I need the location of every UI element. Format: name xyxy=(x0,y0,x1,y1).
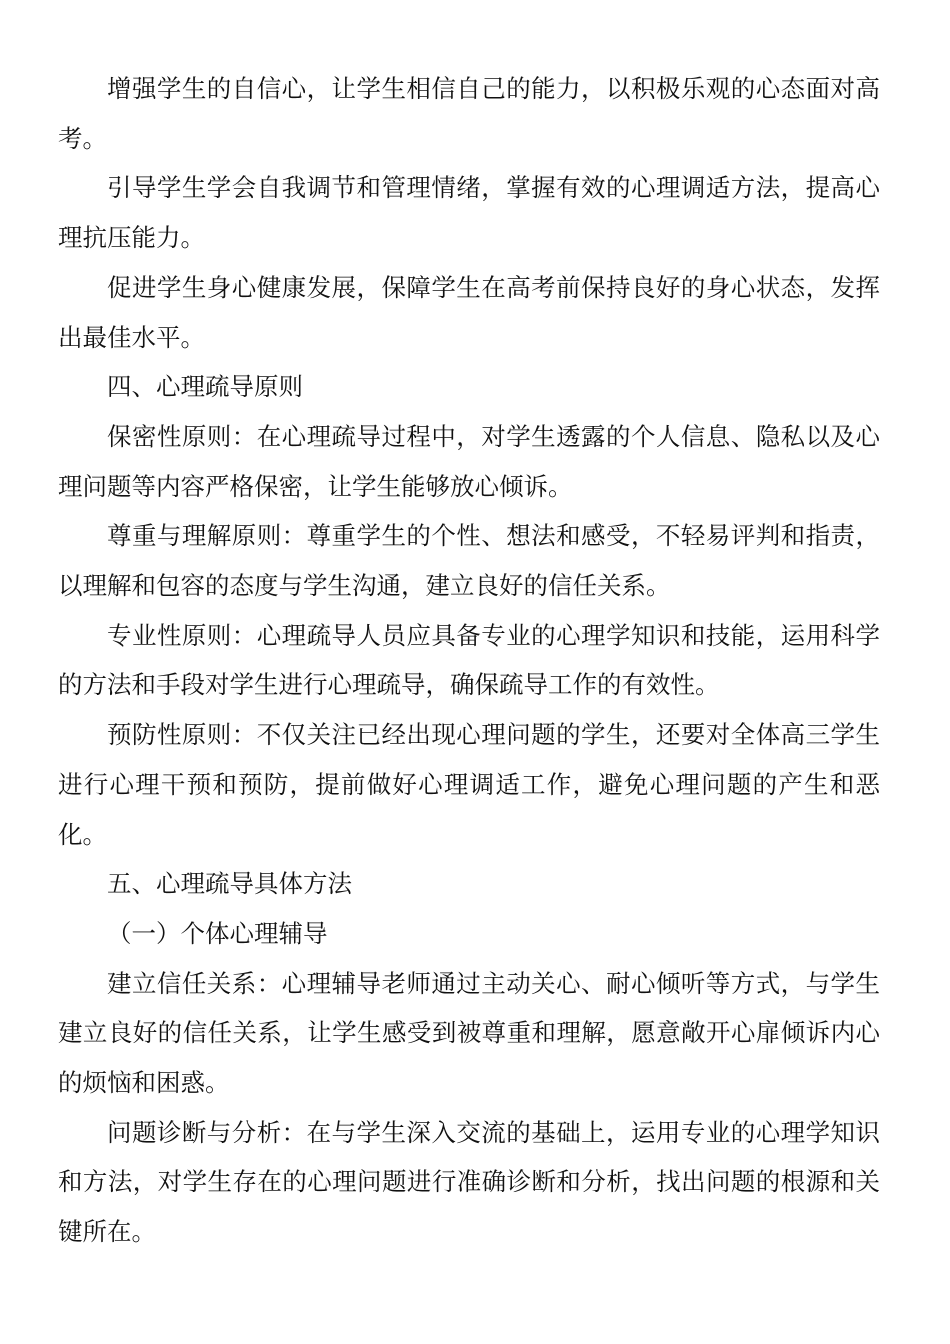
paragraph-confidentiality: 保密性原则：在心理疏导过程中，对学生透露的个人信息、隐私以及心理问题等内容严格保密，让学生能够放心倾诉。 xyxy=(58,421,880,501)
subsection-heading-individual: （一）个体心理辅导 xyxy=(107,918,328,948)
paragraph-build-trust: 建立信任关系：心理辅导老师通过主动关心、耐心倾听等方式，与学生建立良好的信任关系，让学生感受到被尊重和理解，愿意敞开心扉倾诉内心的烦恼和困惑。 xyxy=(58,968,880,1098)
paragraph-health-development: 促进学生身心健康发展，保障学生在高考前保持良好的身心状态，发挥出最佳水平。 xyxy=(58,272,880,352)
paragraph-diagnosis: 问题诊断与分析：在与学生深入交流的基础上，运用专业的心理学知识和方法，对学生存在的心理问题进行准确诊断和分析，找出问题的根源和关键所在。 xyxy=(58,1117,880,1247)
paragraph-self-confidence: 增强学生的自信心，让学生相信自己的能力，以积极乐观的心态面对高考。 xyxy=(58,74,880,153)
section-heading-methods: 五、心理疏导具体方法 xyxy=(107,869,352,899)
paragraph-respect-understanding: 尊重与理解原则：尊重学生的个性、想法和感受，不轻易评判和指责，以理解和包容的态度与学生沟通，建立良好的信任关系。 xyxy=(58,521,880,601)
paragraph-prevention: 预防性原则：不仅关注已经出现心理问题的学生，还要对全体高三学生进行心理干预和预防，提前做好心理调适工作，避免心理问题的产生和恶化。 xyxy=(58,720,880,849)
section-heading-principles: 四、心理疏导原则 xyxy=(107,372,303,402)
paragraph-professionalism: 专业性原则：心理疏导人员应具备专业的心理学知识和技能，运用科学的方法和手段对学生进行心理疏导，确保疏导工作的有效性。 xyxy=(58,620,880,700)
document-page xyxy=(58,64,880,1257)
paragraph-emotion-regulation: 引导学生学会自我调节和管理情绪，掌握有效的心理调适方法，提高心理抗压能力。 xyxy=(58,173,880,253)
